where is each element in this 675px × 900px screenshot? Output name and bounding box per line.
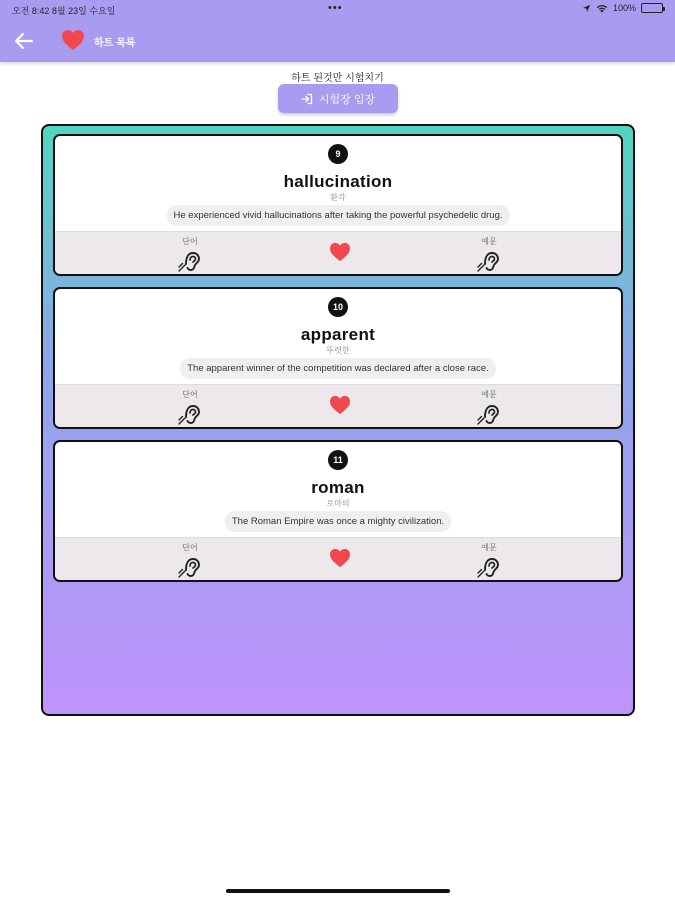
card-example: The Roman Empire was once a mighty civilization.	[225, 511, 451, 532]
heart-icon	[329, 242, 351, 262]
enter-exam-label: 시험장 입장	[318, 93, 376, 106]
heart-toggle-button[interactable]	[325, 395, 355, 415]
card-example: He experienced vivid hallucinations after taking the powerful psychedelic drug.	[167, 205, 510, 226]
word-card	[53, 440, 623, 582]
word-card	[53, 134, 623, 276]
card-meaning: 로마의	[326, 499, 350, 508]
word-card	[53, 287, 623, 429]
ear-icon	[176, 400, 204, 426]
login-icon	[301, 93, 313, 105]
ear-icon	[475, 553, 503, 579]
card-meaning: 뚜렷한	[326, 346, 350, 355]
exam-label: 하트 된것만 시험치기	[291, 73, 384, 84]
home-indicator[interactable]	[226, 889, 450, 893]
card-number-badge: 11	[328, 450, 348, 470]
play-word-audio-button[interactable]	[170, 542, 210, 579]
ear-icon	[176, 247, 204, 273]
play-word-label: 단어	[182, 237, 198, 246]
ear-icon	[475, 247, 503, 273]
play-word-audio-button[interactable]	[170, 389, 210, 426]
status-dots: •••	[328, 2, 343, 14]
card-action-bar	[55, 232, 621, 276]
card-number-badge: 9	[328, 144, 348, 164]
heart-icon	[61, 29, 85, 51]
play-example-label: 예문	[481, 390, 497, 399]
play-example-audio-button[interactable]	[469, 236, 509, 273]
card-action-bar	[55, 385, 621, 429]
card-word: apparent	[300, 325, 376, 344]
play-word-audio-button[interactable]	[170, 236, 210, 273]
status-time-date: 오전 8:42 8월 23일 수요일	[12, 6, 116, 16]
card-word: roman	[311, 478, 365, 497]
status-bar	[0, 0, 675, 20]
play-example-label: 예문	[481, 543, 497, 552]
play-example-audio-button[interactable]	[469, 389, 509, 426]
enter-exam-button[interactable]	[278, 84, 398, 113]
card-word: hallucination	[283, 172, 393, 191]
ear-icon	[176, 553, 204, 579]
back-button[interactable]	[12, 29, 36, 53]
heart-toggle-button[interactable]	[325, 242, 355, 262]
play-word-label: 단어	[182, 543, 198, 552]
play-example-label: 예문	[481, 237, 497, 246]
play-word-label: 단어	[182, 390, 198, 399]
arrow-left-icon	[12, 29, 36, 53]
page-title: 하트 목록	[94, 38, 136, 49]
heart-toggle-button[interactable]	[325, 548, 355, 568]
ear-icon	[475, 400, 503, 426]
card-meaning: 환각	[330, 193, 346, 202]
card-action-bar	[55, 538, 621, 582]
heart-list	[41, 124, 635, 716]
location-icon	[582, 4, 591, 13]
wifi-icon	[596, 4, 608, 13]
battery-percent: 100%	[612, 3, 636, 13]
app-bar	[0, 20, 675, 62]
heart-icon	[329, 395, 351, 415]
heart-icon	[329, 548, 351, 568]
play-example-audio-button[interactable]	[469, 542, 509, 579]
card-example: The apparent winner of the competition was declared after a close race.	[180, 358, 496, 379]
status-right	[582, 3, 663, 13]
battery-icon	[641, 3, 663, 13]
card-number-badge: 10	[328, 297, 348, 317]
